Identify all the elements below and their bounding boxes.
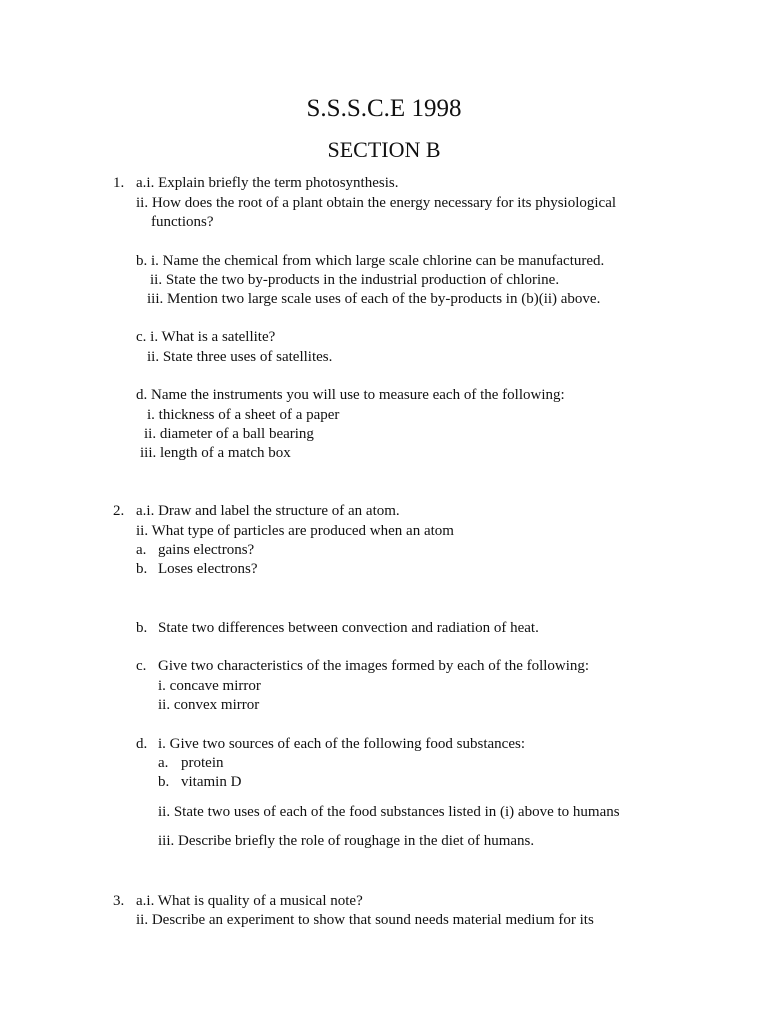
q1-b-iii: iii. Mention two large scale uses of each of the by-products in (b)(ii) above. bbox=[147, 291, 601, 307]
q3-a-ii: ii. Describe an experiment to show that sound needs material medium for its bbox=[136, 912, 594, 928]
q2-a-ii-b: Loses electrons? bbox=[158, 561, 258, 577]
q1-a-ii-cont: functions? bbox=[151, 214, 214, 230]
q2-c-ii: ii. convex mirror bbox=[158, 697, 260, 713]
q2-a-ii: ii. What type of particles are produced when an atom bbox=[136, 523, 454, 539]
q1-d-i: i. thickness of a sheet of a paper bbox=[147, 407, 340, 423]
q2-a-i: a.i. Draw and label the structure of an atom. bbox=[136, 503, 400, 519]
q1-a-ii: ii. How does the root of a plant obtain the energy necessary for its physiological bbox=[136, 195, 617, 211]
q1-d: d. Name the instruments you will use to measure each of the following: bbox=[136, 387, 565, 403]
section-heading: SECTION B bbox=[327, 137, 441, 162]
question-number: 2. bbox=[113, 503, 125, 519]
list-marker: c. bbox=[136, 658, 147, 674]
q2-c: Give two characteristics of the images formed by each of the following: bbox=[158, 658, 590, 674]
list-marker: b. bbox=[136, 620, 148, 636]
q1-b-ii: ii. State the two by-products in the industrial production of chlorine. bbox=[150, 272, 560, 288]
question-number: 1. bbox=[113, 175, 125, 191]
q2-d-i-b: vitamin D bbox=[181, 774, 242, 790]
q1-c-ii: ii. State three uses of satellites. bbox=[147, 349, 333, 365]
q1-c-i: c. i. What is a satellite? bbox=[136, 329, 276, 345]
q3-a-i: a.i. What is quality of a musical note? bbox=[136, 893, 363, 909]
q2-b: State two differences between convection and radiation of heat. bbox=[158, 620, 539, 636]
list-marker: a. bbox=[158, 755, 169, 771]
q1-b-i: b. i. Name the chemical from which large scale chlorine can be manufactured. bbox=[136, 253, 605, 269]
q2-d-i: i. Give two sources of each of the following food substances: bbox=[158, 736, 525, 752]
list-marker: b. bbox=[158, 774, 170, 790]
q2-d-ii: ii. State two uses of each of the food substances listed in (i) above to humans bbox=[158, 804, 620, 820]
q2-c-i: i. concave mirror bbox=[158, 678, 261, 694]
document-title: S.S.S.C.E 1998 bbox=[306, 95, 462, 122]
list-marker: b. bbox=[136, 561, 148, 577]
q1-a-i: a.i. Explain briefly the term photosynthesis. bbox=[136, 175, 399, 191]
q2-d-i-a: protein bbox=[181, 755, 224, 771]
list-marker: a. bbox=[136, 542, 147, 558]
q2-d-iii: iii. Describe briefly the role of roughage in the diet of humans. bbox=[158, 833, 535, 849]
list-marker: d. bbox=[136, 736, 148, 752]
q2-a-ii-a: gains electrons? bbox=[158, 542, 255, 558]
question-number: 3. bbox=[113, 893, 125, 909]
q1-d-ii: ii. diameter of a ball bearing bbox=[144, 426, 314, 442]
q1-d-iii: iii. length of a match box bbox=[140, 445, 291, 461]
